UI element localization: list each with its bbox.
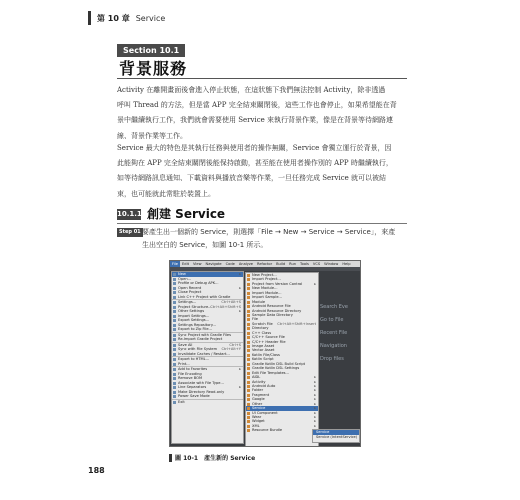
menu-item-label: Module: [252, 299, 266, 304]
menu-item-label: Service: [316, 430, 330, 434]
menubar-item[interactable]: Window: [324, 262, 339, 266]
menu-item-label: Link C++ Project with Gradle: [178, 294, 231, 299]
menu-item-label: Directory: [252, 326, 269, 331]
menu-item-label: AIDL: [252, 375, 261, 380]
menu-item-icon: [173, 353, 176, 356]
submenu-arrow-icon: ▸: [239, 309, 241, 313]
menu-item-label: Export to Zip File...: [178, 327, 212, 331]
welcome-hint: Navigation: [320, 343, 347, 349]
menu-item-label: Edit File Templates...: [252, 370, 289, 375]
section-rule: [117, 78, 407, 79]
menubar-item[interactable]: Tools: [300, 262, 309, 266]
menu-item-label: Export to HTML...: [178, 357, 210, 361]
submenu-arrow-icon: ▸: [314, 419, 316, 424]
shortcut-label: Ctrl+S: [229, 342, 241, 347]
welcome-hint: Go to File: [320, 317, 344, 323]
submenu-arrow-icon: ▸: [314, 379, 316, 384]
menu-item-label: Import Sample...: [252, 295, 282, 300]
paragraph-line: 景中繼續執行工作，我們就會需要使用 Service 來執行背景作業，像是在背景等待網路連: [117, 116, 393, 125]
menu-item[interactable]: [246, 428, 318, 432]
menubar-item[interactable]: Refactor: [257, 262, 273, 266]
menu-item[interactable]: [172, 400, 243, 405]
menubar-item[interactable]: Navigate: [205, 262, 222, 266]
menu-item-label: Image Asset: [252, 344, 275, 348]
menu-item-icon: [173, 338, 176, 341]
paragraph-1: [117, 83, 407, 144]
shortcut-label: Ctrl+Alt+Y: [221, 347, 241, 351]
menu-item-label: UI Component: [252, 410, 278, 415]
menu-item-label: Open...: [178, 276, 192, 281]
subsection-title: 創建 Service: [147, 207, 226, 221]
welcome-hint: Search Eve: [320, 304, 348, 310]
submenu-arrow-icon: ▸: [314, 401, 316, 406]
welcome-hint: Recent File: [320, 330, 348, 336]
menu-item-label: Re-Import Gradle Project: [178, 337, 223, 341]
section-tag: Section 10.1: [117, 44, 185, 57]
menubar-item[interactable]: View: [192, 262, 202, 266]
menu-item-label: Export Settings...: [178, 318, 210, 322]
menu-item-label: C/C++ Header File: [252, 339, 286, 344]
submenu-arrow-icon: ▸: [314, 383, 316, 388]
shortcut-label: Ctrl+Alt+Shift+Insert: [277, 321, 316, 326]
submenu-arrow-icon: ▸: [314, 415, 316, 419]
submenu-arrow-icon: ▸: [239, 272, 241, 276]
paragraph-line: 線、背景作業等工作。: [117, 131, 187, 140]
submenu-arrow-icon: ▸: [314, 375, 316, 380]
paragraph-line: 束，也可能就此常駐於裝置上。: [117, 189, 215, 198]
subsection-tag: 10.1.1: [117, 210, 142, 218]
menu-item-label: Other: [252, 401, 263, 406]
figure-screenshot: [169, 260, 361, 447]
submenu-arrow-icon: ▸: [239, 367, 241, 371]
menu-item-icon: [173, 296, 176, 299]
section-title: 背景服務: [119, 59, 188, 78]
menu-item-label: Line Separators: [178, 385, 207, 389]
menu-item-label: Gradle Kotlin DSL Build Script: [252, 361, 306, 366]
figure-caption: 圖 10-1 產生新的 Service: [175, 455, 256, 462]
menu-item-label: Project from Version Control: [252, 281, 303, 286]
submenu-arrow-icon: ▸: [314, 281, 316, 286]
paragraph-line: 如等待網路訊息通知、下載資料與播放音樂等作業，一旦任務完成 Service 就可以被結: [117, 174, 386, 183]
menu-item-label: Save All: [178, 342, 193, 347]
menu-item-label: Gradle Kotlin DSL Settings: [252, 366, 300, 371]
menu-item-label: Add to Favorites: [178, 367, 208, 371]
menu-item-icon: [173, 395, 176, 398]
menu-item-label: Sample Data Directory: [252, 312, 293, 317]
submenu-arrow-icon: ▸: [239, 285, 241, 290]
menu-item-label: Exit: [178, 399, 185, 404]
menubar-item[interactable]: Edit: [182, 262, 189, 266]
menu-item-label: Open Recent: [178, 285, 202, 290]
menu-item-label: File: [252, 317, 259, 322]
step-tag: Step 01: [119, 229, 141, 235]
menu-item-label: Service: [252, 406, 266, 411]
menu-item-label: Kotlin Script: [252, 357, 274, 362]
chapter-name: Service: [135, 13, 166, 23]
menu-item-label: Import Settings...: [178, 313, 210, 318]
menu-item-label: XML: [252, 423, 260, 428]
page-number: 188: [88, 466, 105, 475]
menu-item-label: Wear: [252, 415, 262, 419]
menubar-item[interactable]: Code: [225, 262, 235, 266]
new-submenu: [245, 272, 319, 447]
submenu-arrow-icon: ▸: [314, 392, 316, 397]
menu-item-label: Service (IntentService): [316, 435, 358, 439]
menu-item-label: C++ Class: [252, 330, 272, 335]
file-type-icon: [247, 429, 250, 432]
menu-item-label: Import Project...: [252, 277, 281, 282]
paragraph-line: 此能夠在 APP 完全結束關閉後能保持啟動，甚至能在使用者操作別的 APP 時繼續執行，: [117, 159, 393, 168]
submenu-arrow-icon: ▸: [314, 410, 316, 415]
menu-item-label: Make Directory Read-only: [178, 389, 225, 394]
menu-item-label: Android Resource Directory: [252, 308, 302, 313]
step-line: 要產生出一個新的 Service，則選擇「File → New → Service → Service」，來產: [142, 228, 396, 236]
menubar-item[interactable]: Analyze: [238, 262, 254, 266]
menu-item[interactable]: [313, 435, 359, 440]
step-line: 生出空白的 Service，如圖 10-1 所示。: [142, 241, 268, 249]
welcome-hints: [320, 301, 360, 366]
menu-item-label: Sync Project with Gradle Files: [178, 332, 231, 337]
menu-item-label: Scratch File: [252, 321, 273, 326]
service-submenu: [312, 429, 360, 443]
menu-item-label: Project Structure...: [178, 304, 212, 309]
menubar-item[interactable]: Build: [276, 262, 286, 266]
menu-item-label: Kotlin File/Class: [252, 352, 280, 357]
shortcut-label: Ctrl+Alt+Shift+S: [210, 304, 241, 309]
menubar-item[interactable]: Help: [342, 262, 351, 266]
running-header: [88, 9, 165, 27]
menu-item-label: New Module...: [252, 286, 278, 291]
menu-item-label: Invalidate Caches / Restart...: [178, 351, 230, 356]
menu-item-label: Profile or Debug APK...: [178, 281, 219, 285]
menubar-item[interactable]: File: [172, 262, 179, 266]
subsection-rule: [117, 223, 407, 224]
menubar-item[interactable]: VCS: [312, 262, 321, 266]
menu-item-label: New: [178, 272, 186, 276]
paragraph-line: Activity 在離開畫面後會進入停止狀態，在這狀態下我們無法控制 Activity，除非透過: [117, 86, 386, 94]
menu-item-label: Activity: [252, 379, 266, 384]
menu-item-label: Settings Repository...: [178, 322, 216, 327]
menu-item-label: Widget: [252, 419, 265, 424]
paragraph-line: Service 最大的特色是其執行任務與使用者的操作無關，Service 會獨立運行於背景，因: [117, 144, 392, 152]
paragraph-line: 呼叫 Thread 的方法，但是當 APP 完全結束關閉後，這些工作也會停止，如果希望能在背: [117, 101, 397, 110]
menu-item-label: File Encoding: [178, 371, 202, 376]
menu-item-label: Remove BOM: [178, 376, 203, 380]
menu-item-label: Google: [252, 397, 265, 402]
menu-item-icon: [173, 328, 176, 331]
submenu-arrow-icon: ▸: [314, 397, 316, 402]
menubar-item[interactable]: Run: [289, 262, 297, 266]
step-text: [142, 226, 410, 252]
menu-item-label: Vector Asset: [252, 348, 275, 353]
file-menu: [171, 271, 316, 444]
submenu-arrow-icon: ▸: [314, 406, 316, 411]
chapter-number: 第 10 章: [97, 13, 130, 23]
shortcut-label: Ctrl+Alt+S: [221, 300, 241, 304]
menu-item-label: Folder: [252, 388, 264, 393]
menu-item-label: Fragment: [252, 392, 270, 397]
menu-item-label: New Project...: [252, 273, 277, 277]
menu-item-icon: [173, 363, 176, 366]
menu-item-label: Import Module...: [252, 290, 282, 295]
menu-item-label: Print...: [178, 361, 190, 366]
menu-item-label: Settings...: [178, 300, 197, 304]
paragraph-2: [117, 141, 407, 202]
menu-item-icon: [173, 401, 176, 404]
menu-item-label: Power Save Mode: [178, 394, 210, 398]
menu-item-label: Sync with File System: [178, 347, 218, 351]
menu-item-label: C/C++ Source File: [252, 335, 285, 340]
header-bar: [88, 11, 91, 25]
menu-item-label: Android Resource File: [252, 304, 291, 309]
caption-bar: [169, 454, 172, 462]
submenu-arrow-icon: ▸: [239, 385, 241, 389]
menu-item-label: Associate with File Type...: [178, 380, 224, 385]
menu-item-label: Resource Bundle: [252, 428, 283, 433]
menu-item-label: Other Settings: [178, 309, 205, 313]
submenu-arrow-icon: ▸: [314, 423, 316, 428]
menu-item-label: Close Project: [178, 290, 202, 294]
submenu-arrow-icon: ▸: [314, 388, 316, 393]
menu-item-label: Android Auto: [252, 383, 276, 388]
welcome-hint: Drop files: [320, 356, 344, 362]
